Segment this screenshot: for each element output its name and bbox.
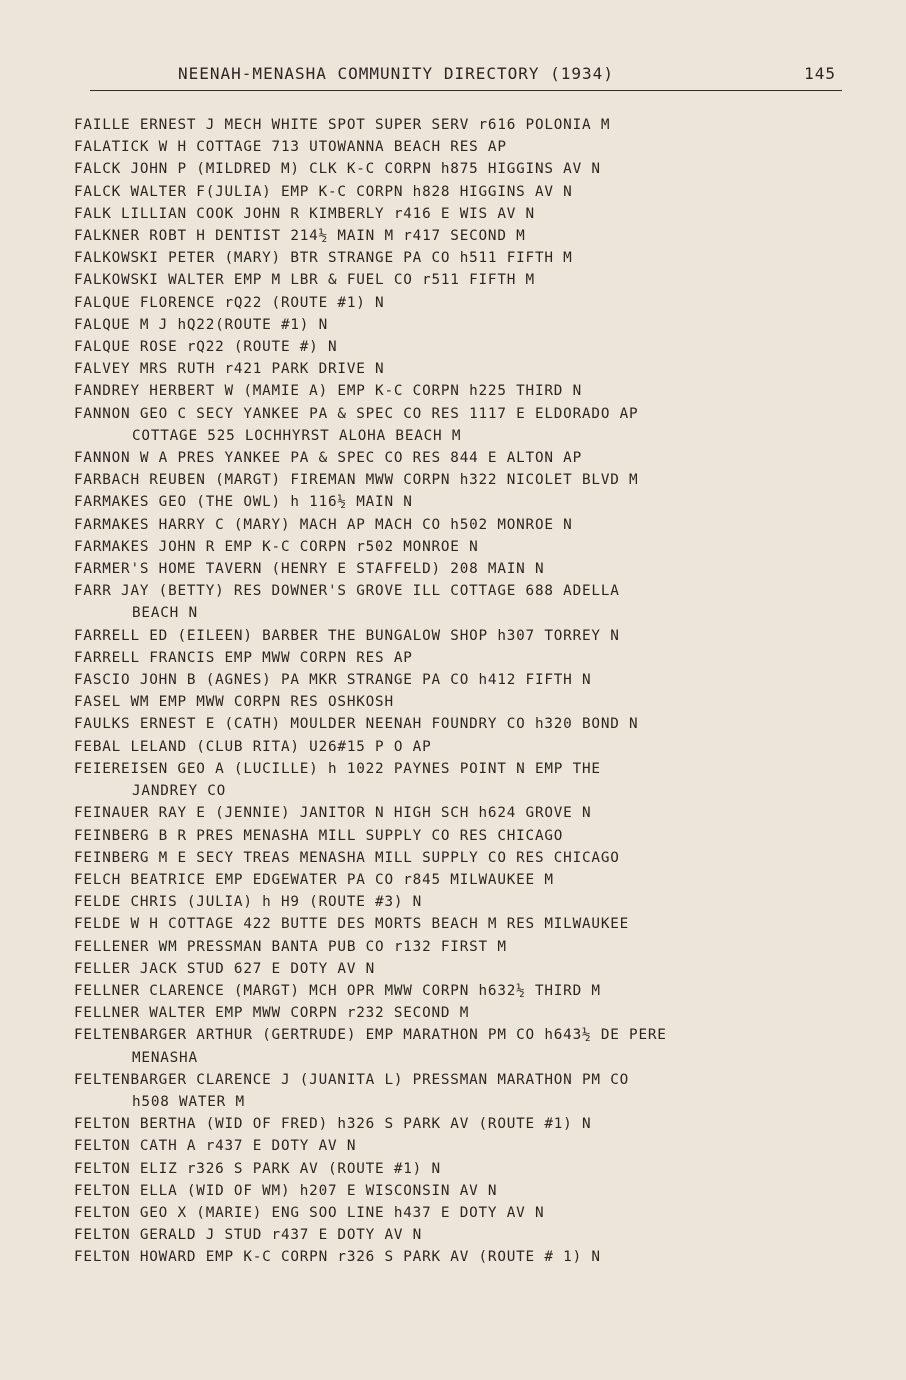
directory-entry [74, 447, 864, 469]
directory-entry [74, 558, 864, 580]
entry-text: FEBAL LELAND (CLUB RITA) U26#15 P O AP [74, 738, 432, 755]
directory-entry [74, 1113, 864, 1135]
directory-entry [74, 403, 864, 447]
directory-entry [74, 1158, 864, 1180]
entry-text: FALCK JOHN P (MILDRED M) CLK K-C CORPN h875 HIGGINS AV N [74, 161, 601, 178]
entry-text: FELLNER CLARENCE (MARGT) MCH OPR MWW CORPN h632½ THIRD M [74, 982, 601, 999]
directory-entry [74, 1069, 864, 1113]
directory-entry [74, 269, 864, 291]
entry-text: FELCH BEATRICE EMP EDGEWATER PA CO r845 MILWAUKEE M [74, 871, 554, 888]
entry-text: FANNON W A PRES YANKEE PA & SPEC CO RES 844 E ALTON AP [74, 450, 583, 467]
entry-text: FELTON HOWARD EMP K-C CORPN r326 S PARK AV (ROUTE # 1) N [74, 1249, 601, 1266]
entry-text: FELTON ELLA (WID OF WM) h207 E WISCONSIN AV N [74, 1182, 498, 1199]
entry-text: FASEL WM EMP MWW CORPN RES OSHKOSH [74, 694, 394, 711]
entry-text: FELDE W H COTTAGE 422 BUTTE DES MORTS BEACH M RES MILWAUKEE [74, 916, 630, 933]
directory-entry [74, 114, 864, 136]
entry-text: FELTENBARGER ARTHUR (GERTRUDE) EMP MARATHON PM CO h643½ DE PERE [74, 1027, 667, 1044]
directory-entry [74, 758, 864, 802]
directory-entry [74, 380, 864, 402]
entry-text: FELTON BERTHA (WID OF FRED) h326 S PARK AV (ROUTE #1) N [74, 1116, 592, 1133]
entry-text: FAULKS ERNEST E (CATH) MOULDER NEENAH FOUNDRY CO h320 BOND N [74, 716, 639, 733]
directory-entry [74, 936, 864, 958]
directory-entry [74, 713, 864, 735]
directory-entry [74, 1180, 864, 1202]
directory-entry [74, 136, 864, 158]
directory-entry [74, 958, 864, 980]
directory-entry [74, 336, 864, 358]
entry-text: FELLNER WALTER EMP MWW CORPN r232 SECOND M [74, 1005, 470, 1022]
directory-entry [74, 225, 864, 247]
directory-entry [74, 514, 864, 536]
entry-text: FELLER JACK STUD 627 E DOTY AV N [74, 960, 376, 977]
page-title: NEENAH-MENASHA COMMUNITY DIRECTORY (1934) [178, 64, 614, 83]
entry-text: FARMER'S HOME TAVERN (HENRY E STAFFELD) 208 MAIN N [74, 561, 545, 578]
directory-entry [74, 247, 864, 269]
entry-text: FANDREY HERBERT W (MAMIE A) EMP K-C CORPN h225 THIRD N [74, 383, 583, 400]
directory-entry [74, 314, 864, 336]
entry-text: FARBACH REUBEN (MARGT) FIREMAN MWW CORPN h322 NICOLET BLVD M [74, 472, 639, 489]
entry-text: FALKOWSKI WALTER EMP M LBR & FUEL CO r511 FIFTH M [74, 272, 535, 289]
entry-text: FARRELL FRANCIS EMP MWW CORPN RES AP [74, 649, 413, 666]
entry-text: FALATICK W H COTTAGE 713 UTOWANNA BEACH RES AP [74, 139, 507, 156]
directory-entry [74, 1002, 864, 1024]
directory-entry [74, 158, 864, 180]
entry-text: FELDE CHRIS (JULIA) h H9 (ROUTE #3) N [74, 894, 423, 911]
entry-text: FALCK WALTER F(JULIA) EMP K-C CORPN h828 HIGGINS AV N [74, 183, 573, 200]
entry-text: FALKNER ROBT H DENTIST 214½ MAIN M r417 SECOND M [74, 228, 526, 245]
page-header [90, 60, 842, 91]
directory-entry [74, 536, 864, 558]
entry-text: FARRELL ED (EILEEN) BARBER THE BUNGALOW SHOP h307 TORREY N [74, 627, 620, 644]
entry-text: FASCIO JOHN B (AGNES) PA MKR STRANGE PA CO h412 FIFTH N [74, 672, 592, 689]
entry-text: FALQUE M J hQ22(ROUTE #1) N [74, 316, 329, 333]
entry-continuation: BEACH N [132, 605, 198, 622]
entry-text: FALQUE FLORENCE rQ22 (ROUTE #1) N [74, 294, 385, 311]
entry-text: FAILLE ERNEST J MECH WHITE SPOT SUPER SERV r616 POLONIA M [74, 117, 611, 133]
directory-entry [74, 1246, 864, 1268]
page-number: 145 [804, 64, 836, 83]
directory-entry [74, 1202, 864, 1224]
entry-continuation: COTTAGE 525 LOCHHYRST ALOHA BEACH M [132, 427, 462, 444]
entry-text: FALK LILLIAN COOK JOHN R KIMBERLY r416 E WIS AV N [74, 205, 535, 222]
entry-text: FELTON GERALD J STUD r437 E DOTY AV N [74, 1227, 423, 1244]
entry-text: FELTON GEO X (MARIE) ENG SOO LINE h437 E DOTY AV N [74, 1204, 545, 1221]
directory-entry [74, 491, 864, 513]
directory-entry [74, 980, 864, 1002]
entry-continuation: JANDREY CO [132, 783, 227, 800]
entry-text: FALKOWSKI PETER (MARY) BTR STRANGE PA CO h511 FIFTH M [74, 250, 573, 267]
directory-entry [74, 669, 864, 691]
directory-entry [74, 847, 864, 869]
entry-text: FEINBERG B R PRES MENASHA MILL SUPPLY CO RES CHICAGO [74, 827, 564, 844]
entry-continuation: h508 WATER M [132, 1093, 245, 1110]
entry-text: FALVEY MRS RUTH r421 PARK DRIVE N [74, 361, 385, 378]
directory-entry [74, 580, 864, 624]
directory-entry [74, 292, 864, 314]
entry-continuation: MENASHA [132, 1049, 198, 1066]
entry-text: FANNON GEO C SECY YANKEE PA & SPEC CO RES 1117 E ELDORADO AP [74, 405, 639, 422]
directory-entries [74, 114, 864, 1269]
directory-entry [74, 891, 864, 913]
directory-entry [74, 1135, 864, 1157]
entry-text: FARMAKES HARRY C (MARY) MACH AP MACH CO h502 MONROE N [74, 516, 573, 533]
directory-entry [74, 913, 864, 935]
entry-text: FEIEREISEN GEO A (LUCILLE) h 1022 PAYNES POINT N EMP THE [74, 760, 601, 777]
entry-text: FEINAUER RAY E (JENNIE) JANITOR N HIGH SCH h624 GROVE N [74, 805, 592, 822]
directory-entry [74, 625, 864, 647]
entry-text: FALQUE ROSE rQ22 (ROUTE #) N [74, 339, 338, 356]
entry-text: FELTON ELIZ r326 S PARK AV (ROUTE #1) N [74, 1160, 441, 1177]
entry-text: FELTENBARGER CLARENCE J (JUANITA L) PRESSMAN MARATHON PM CO [74, 1071, 630, 1088]
directory-entry [74, 736, 864, 758]
entry-text: FELLENER WM PRESSMAN BANTA PUB CO r132 FIRST M [74, 938, 507, 955]
directory-entry [74, 181, 864, 203]
directory-entry [74, 1224, 864, 1246]
directory-entry [74, 825, 864, 847]
directory-entry [74, 469, 864, 491]
entry-text: FARMAKES GEO (THE OWL) h 116½ MAIN N [74, 494, 413, 511]
directory-entry [74, 869, 864, 891]
directory-entry [74, 203, 864, 225]
entry-text: FELTON CATH A r437 E DOTY AV N [74, 1138, 357, 1155]
entry-text: FARMAKES JOHN R EMP K-C CORPN r502 MONROE N [74, 538, 479, 555]
directory-entry [74, 1024, 864, 1068]
directory-entry [74, 358, 864, 380]
directory-entry [74, 691, 864, 713]
entry-text: FEINBERG M E SECY TREAS MENASHA MILL SUPPLY CO RES CHICAGO [74, 849, 620, 866]
directory-entry [74, 802, 864, 824]
directory-entry [74, 647, 864, 669]
entry-text: FARR JAY (BETTY) RES DOWNER'S GROVE ILL COTTAGE 688 ADELLA [74, 583, 620, 600]
